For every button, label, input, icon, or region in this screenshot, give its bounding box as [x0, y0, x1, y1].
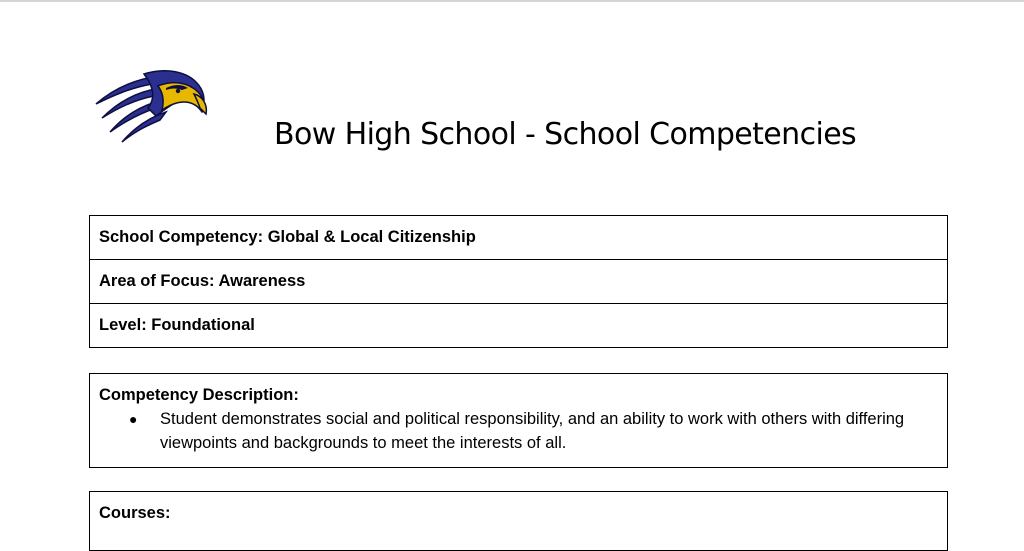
description-heading: Competency Description:	[99, 386, 299, 404]
table-row	[90, 216, 947, 259]
bullet-icon: ●	[129, 411, 138, 427]
description-text: Student demonstrates social and political responsibility, and an ability to work with others with differing viewpoints and backgrounds to meet the interests of all.	[160, 410, 905, 452]
courses-heading: Courses:	[99, 504, 171, 522]
competency-description-box	[89, 373, 948, 468]
table-row	[90, 303, 947, 347]
description-list	[99, 407, 938, 455]
area-of-focus-cell: Area of Focus: Awareness	[99, 272, 306, 290]
level-cell: Level: Foundational	[99, 316, 255, 334]
page-title: Bow High School - School Competencies	[274, 117, 857, 152]
table-row	[90, 259, 947, 303]
courses-box	[89, 491, 948, 551]
competency-info-table	[89, 215, 948, 348]
list-item	[99, 407, 938, 455]
eagle-head-logo-icon	[92, 66, 210, 146]
school-competency-cell: School Competency: Global & Local Citizenship	[99, 228, 476, 246]
